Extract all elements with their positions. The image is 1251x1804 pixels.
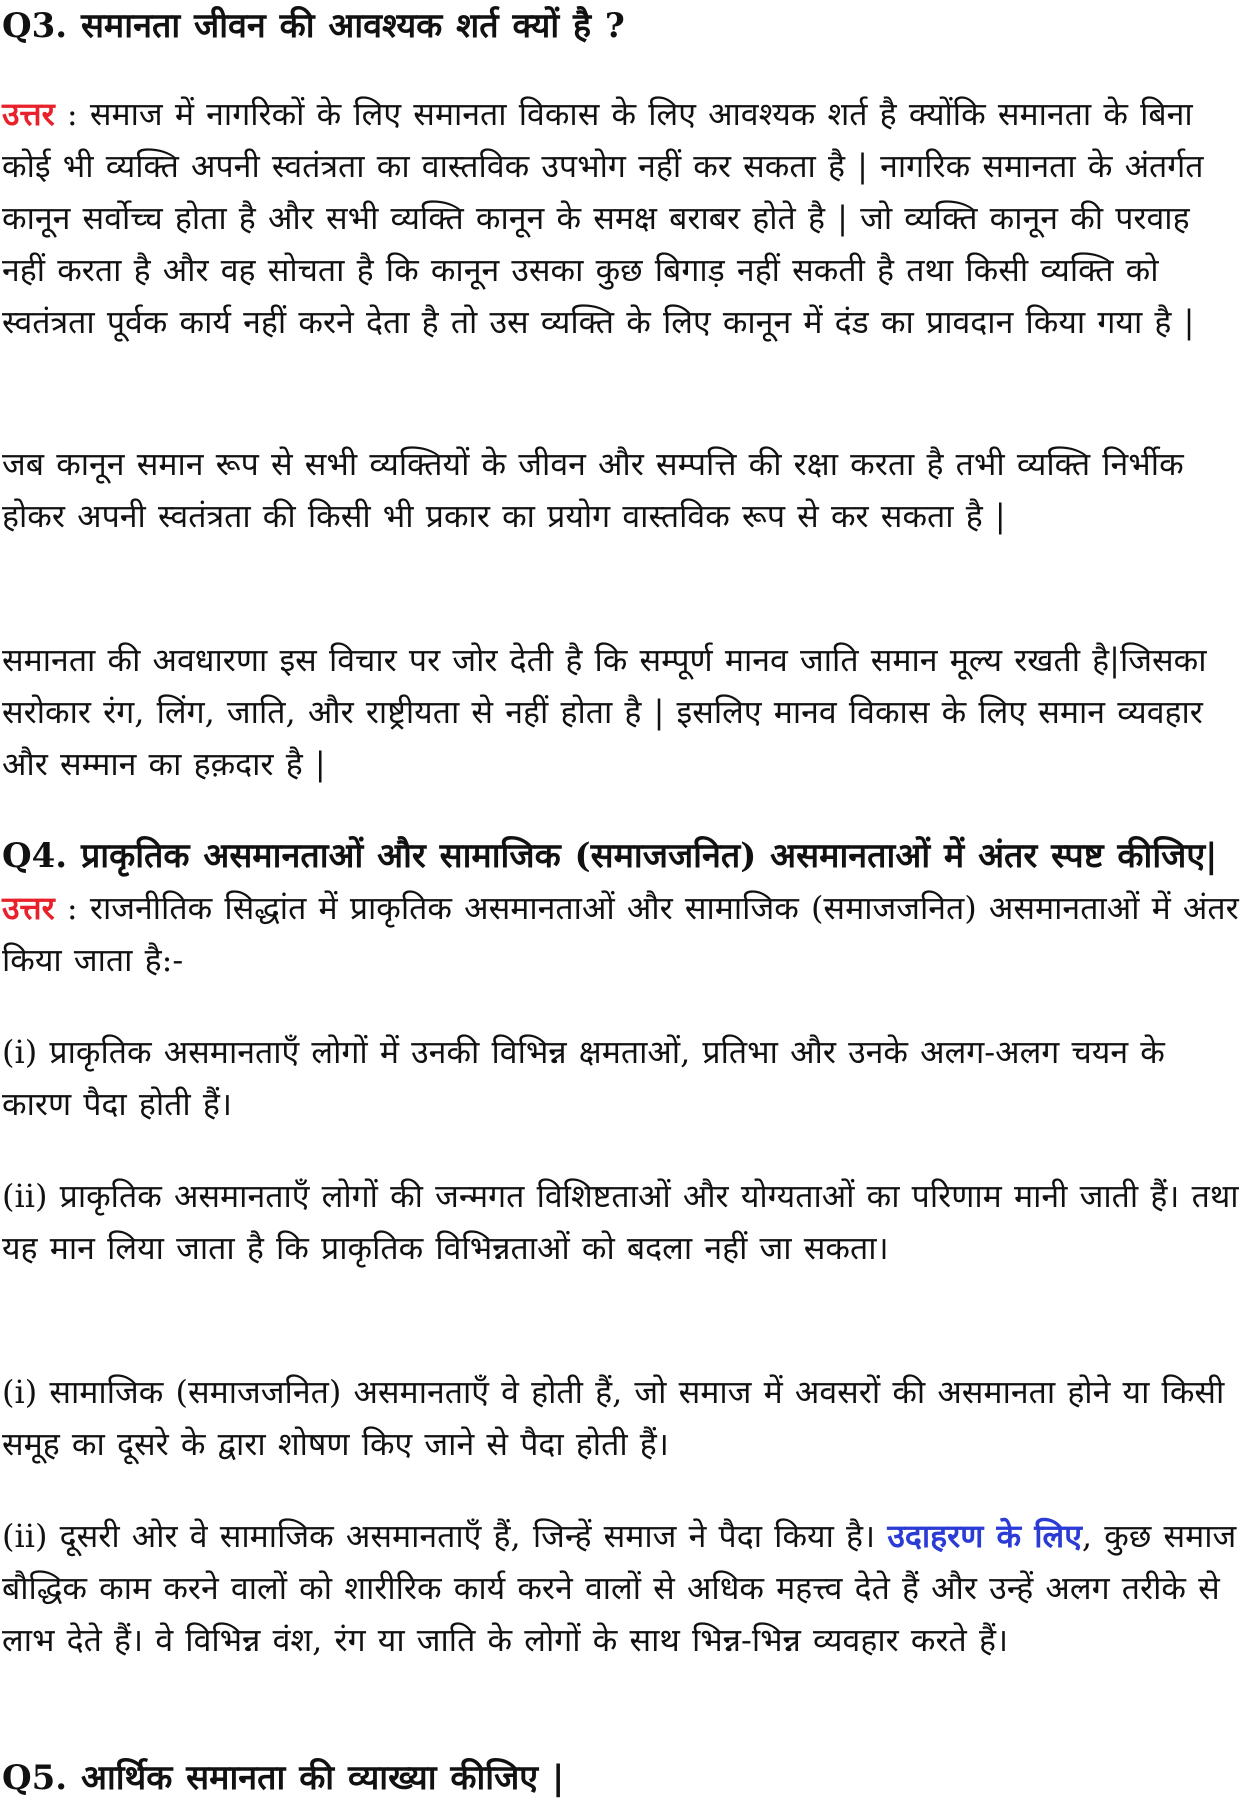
question-3-paragraph-2: जब कानून समान रूप से सभी व्यक्तियों के जीवन और सम्पत्ति की रक्षा करता है तभी व्यक्ति निर्भीक होकर अपनी स्वतंत्रता की किसी भी प्रकार का प्रयोग वास्तविक रूप से कर सकता है |	[2, 445, 1184, 535]
question-4-block	[2, 830, 1243, 986]
paragraph-4-start: (ii) दूसरी ओर वे सामाजिक असमानताएँ हैं, जिन्हें समाज ने पैदा किया है।	[2, 1517, 888, 1555]
question-4-title: Q4. प्राकृतिक असमानताओं और सामाजिक (समाजजनित) असमानताओं में अंतर स्पष्ट कीजिए|	[2, 836, 1218, 876]
question-5-title: Q5. आर्थिक समानता की व्याख्या कीजिए |	[2, 1758, 565, 1798]
answer-label: उत्तर	[2, 95, 55, 133]
question-4-paragraph-3: (i) सामाजिक (समाजजनित) असमानताएँ वे होती हैं, जो समाज में अवसरों की असमानता होने या किसी समूह का दूसरे के द्वारा शोषण किए जाने से पैदा होती हैं।	[2, 1373, 1225, 1463]
answer-text: : समाज में नागरिकों के लिए समानता विकास के लिए आवश्यक शर्त है क्योंकि समानता के बिना कोई भी व्यक्ति अपनी स्वतंत्रता का वास्तविक उपभोग नहीं कर सकता है | नागरिक समानता के अंतर्गत कानून सर्वोच्च होता है और सभी व्यक्ति कानून के समक्ष बराबर होते है | जो व्यक्ति कानून की परवाह नहीं करता है और वह सोचता है कि कानून उसका कुछ बिगाड़ नहीं सकती है तथा किसी व्यक्ति को स्वतंत्रता पूर्वक कार्य नहीं करने देता है तो उस व्यक्ति के लिए कानून में दंड का प्रावदान किया गया है |	[2, 95, 1204, 341]
question-4-paragraph-2: (ii) प्राकृतिक असमानताएँ लोगों की जन्मगत विशिष्टताओं और योग्यताओं का परिणाम मानी जाती हैं। तथा यह मान लिया जाता है कि प्राकृतिक विभिन्नताओं को बदला नहीं जा सकता।	[2, 1177, 1239, 1267]
question-3-paragraph-3: समानता की अवधारणा इस विचार पर जोर देती है कि सम्पूर्ण मानव जाति समान मूल्य रखती है|जिसका सरोकार रंग, लिंग, जाति, और राष्ट्रीयता से नहीं होता है | इसलिए मानव विकास के लिए समान व्यवहार और सम्मान का हक़दार है |	[2, 641, 1207, 783]
paragraph-4-rest: , कुछ समाज बौद्धिक काम करने वालों को शारीरिक कार्य करने वालों से अधिक महत्त्व देते हैं और उन्हें अलग तरीके से लाभ देते हैं। वे विभिन्न वंश, रंग या जाति के लोगों के साथ भिन्न-भिन्न व्यवहार करते हैं।	[2, 1517, 1237, 1659]
question-3-title: Q3. समानता जीवन की आवश्यक शर्त क्यों है ?	[2, 6, 625, 46]
answer-label: उत्तर	[2, 889, 55, 927]
question-3-answer	[2, 88, 1243, 348]
question-4-paragraph-1: (i) प्राकृतिक असमानताएँ लोगों में उनकी विभिन्न क्षमताओं, प्रतिभा और उनके अलग-अलग चयन के कारण पैदा होती हैं।	[2, 1033, 1165, 1123]
example-label: उदाहरण के लिए	[887, 1517, 1082, 1555]
question-4-paragraph-4	[2, 1510, 1243, 1666]
answer-text: : राजनीतिक सिद्धांत में प्राकृतिक असमानताओं और सामाजिक (समाजजनित) असमानताओं में अंतर किया जाता है:-	[2, 889, 1239, 979]
